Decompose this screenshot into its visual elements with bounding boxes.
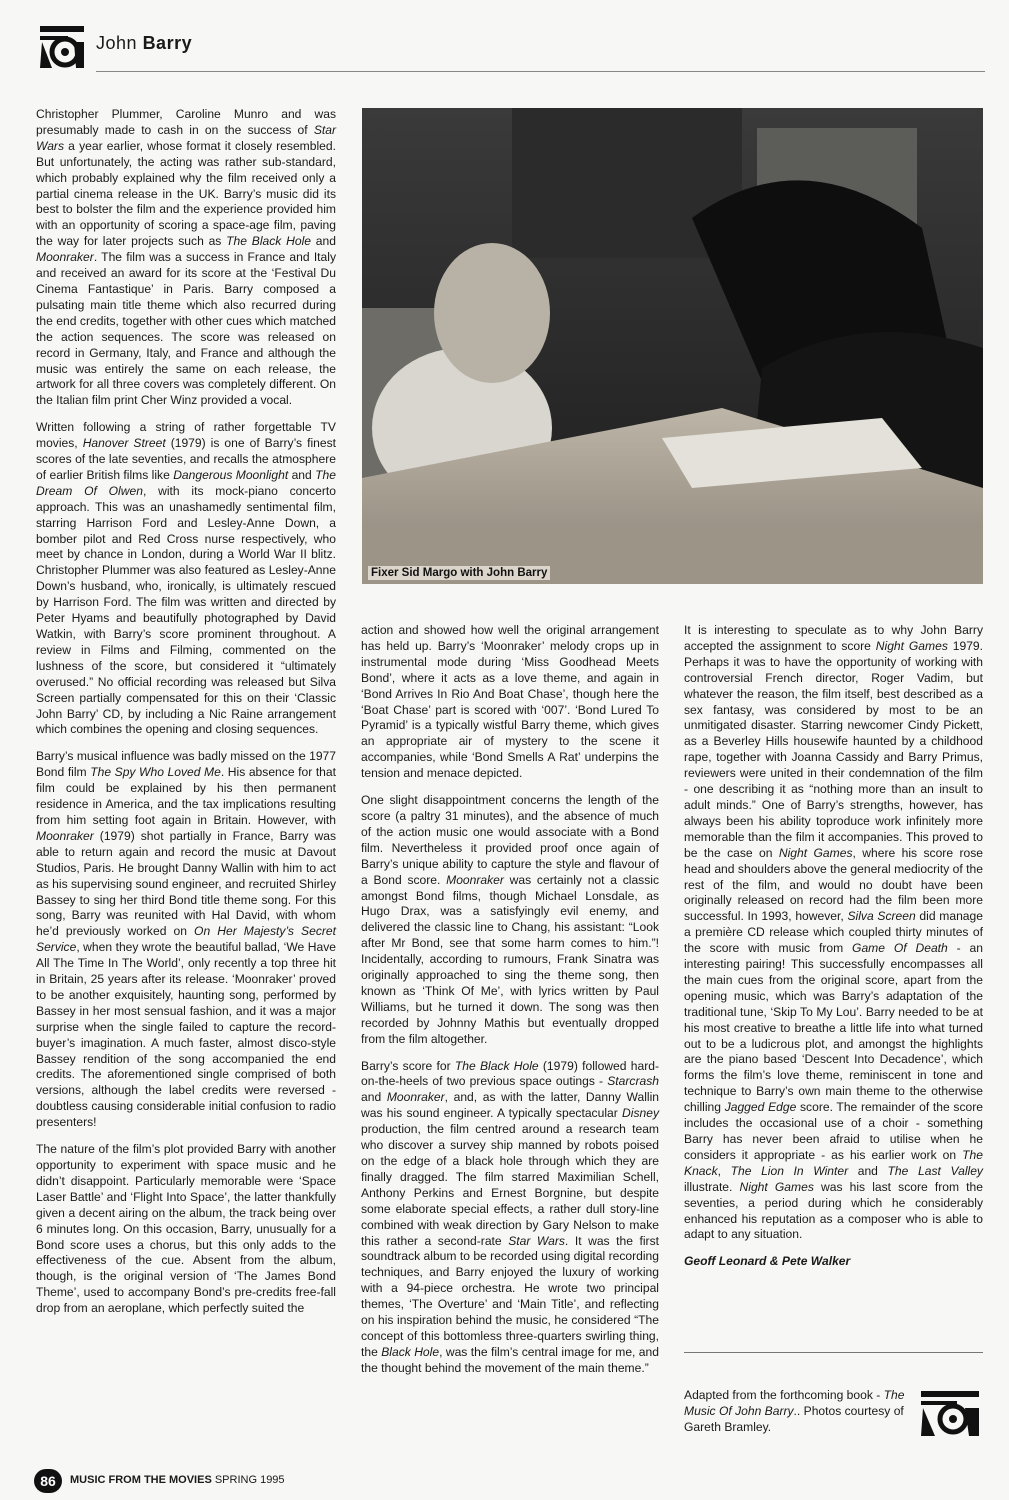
magazine-title: MUSIC FROM THE MOVIES [70, 1474, 212, 1486]
issue-label: SPRING 1995 [214, 1474, 285, 1486]
logo-icon [917, 1388, 983, 1438]
studio-photo [362, 108, 983, 584]
header-first-name: John [96, 33, 138, 53]
header-rule [96, 71, 985, 72]
header-last-name: Barry [142, 33, 193, 53]
article-column-2 [361, 623, 659, 1388]
paragraph: Christopher Plummer, Caroline Munro and was presumably made to cash in on the success of Star Wars a year earlier, whose format it closely resembled. But unfortunately, the acting was rather sub-standard, which probably explained why the film received only a partial cinema release in the UK. Barry’s music did its best to bolster the film and the experience provided him with an opportunity of scoring a space-age film, paving the way for later projects such as The Black Hole and Moonraker. The film was a success in France and Italy and received an award for its score at the ‘Festival Du Cinema Fantastique’ in Paris. Barry composed a pulsating main title theme which also recurred during the end credits, together with other cues which matched the action sequences. The score was released on record in Germany, Italy, and France and although the music was entirely the same on each release, the artwork for all three covers was completely different. On the Italian film print Cher Winz provided a vocal. [36, 107, 336, 408]
paragraph: action and showed how well the original arrangement has held up. Barry’s ‘Moonraker’ melody crops up in instrumental mode during ‘Miss Goodhead Meets Bond’, where it acts as a love theme, and again in ‘Bond Arrives In Rio And Boat Chase’, though here the ‘Boat Chase’ part is scored with ‘007’. ‘Bond Lured To Pyramid’ is a typically wistful Barry theme, which gives an appropriate air of mystery to the scene it accompanies, while ‘Bond Smells A Rat’ underpins the tension and menace depicted. [361, 623, 659, 781]
paragraph: Written following a string of rather forgettable TV movies, Hanover Street (1979) is one of Barry’s finest scores of the late seventies, and recalls the atmosphere of earlier British films like Dangerous Moonlight and The Dream Of Olwen, with its mock-piano concerto approach. This was an unashamedly sentimental film, starring Harrison Ford and Lesley-Anne Down, a bomber pilot and Red Cross nurse respectively, who meet by chance in London, during a World War II blitz. Christopher Plummer was also featured as Lesley-Anne Down’s husband, who, ironically, is ultimately rescued by Harrison Ford. The film was written and directed by Peter Hyams and beautifully photographed by David Watkin, with Barry’s score prominent throughout. A review in Films and Filming, commented on the lushness of the score, but considered it “ultimately overused.” No official recording was released but Silva Screen partially compensated for this on their ‘Classic John Barry’ CD, by including a Nic Raine arrangement which combines the opening and closing sequences. [36, 420, 337, 737]
footer-publication [70, 1474, 285, 1486]
paragraph: The nature of the film’s plot provided Barry with another opportunity to experiment with space music and he didn’t disappoint. Particularly memorable were ‘Space Laser Battle’ and ‘Flight Into Space’, the latter thankfully given a decent airing on the album, the track being over 6 minutes long. On this occasion, Barry, unusually for a Bond score uses a chorus, but this only adds to the effectiveness of the cue. Absent from the album, though, is the original version of ‘The James Bond Theme’, used to accompany Bond’s pre-credits free-fall drop from an aeroplane, which perfectly suited the [36, 1142, 336, 1316]
author-credits: Geoff Leonard & Pete Walker [684, 1254, 851, 1269]
paragraph: Barry’s musical influence was badly missed on the 1977 Bond film The Spy Who Loved Me. His absence for that film could be explained by his then permanent residence in America, and the tax implications resulting from him setting foot again in Britain. However, with Moonraker (1979) shot partially in France, Barry was able to return again and record the music at Davout Studios, Paris. He brought Danny Wallin with him to act as his supervising sound engineer, and recruited Shirley Bassey to sing her third Bond title theme song. For this song, Barry was reunited with Hal David, with whom he’d previously worked on On Her Majesty’s Secret Service, when they wrote the beautiful ballad, ‘We Have All The Time In The World’, only recently a top three hit in Britain, 25 years after its release. ‘Moonraker’ proved to be another exquisitely, haunting song, performed by Bassey in her most sensual fashion, and it was a major surprise when the single failed to capture the record-buyer’s imagination. A much faster, almost disco-style Bassey rendition of the song accompanied the end credits. The aforementioned single comprised of both versions, although the label credits were reversed - doubtless causing considerable initial confusion to radio presenters! [36, 749, 336, 1130]
page-header [96, 33, 192, 54]
article-column-1 [36, 107, 336, 1328]
article-column-3 [684, 623, 983, 1281]
paragraph: It is interesting to speculate as to why John Barry accepted the assignment to score Night Games 1979. Perhaps it was to have the opportunity of working with controversial French director, Roger Vadim, but whatever the reason, the film itself, best described as a sex fantasy, was considered by most to be an unmitigated disaster. Starring newcomer Cindy Pickett, as a Beverley Hills housewife haunted by a childhood rape, together with Joanna Cassidy and Barry Primus, reviewers were united in their condemnation of the film - one describing it as “nothing more than an insult to adult minds.” One of Barry’s strengths, however, has always been his ability toproduce work infinitely more memorable than the film it accompanies. This proved to be the case on Night Games, where his score rose head and shoulders above the general mediocrity of the rest of the film, and would no doubt have been originally released on record had the film been more successful. In 1993, however, Silva Screen did manage a première CD release which coupled thirty minutes of the score with music from Game Of Death - an interesting pairing! This successfully encompasses all the main cues from the original score, apart from the opening music, which was Barry’s adaptation of the traditional tune, ‘Skip To My Lou’. Barry needed to be at his most creative to breathe a little life into what turned out to be a ludicrous plot, and amongst the highlights are the piano based ‘Descent Into Decadence’, which forms the film’s love theme, reminiscent in tone and technique to Barry’s own main theme to the otherwise chilling Jagged Edge score. The remainder of the score includes the occasional use of a choir - something Barry has never been afraid to utilise when he considers it appropriate - as his earlier work on The Knack, The Lion In Winter and The Last Valley illustrate. Night Games was his last score from the seventies, a period during which he considerably enhanced his reputation as a composer who is able to adapt to any situation. [684, 623, 984, 1242]
photo-caption: Fixer Sid Margo with John Barry [368, 566, 550, 580]
page-number: 86 [34, 1469, 62, 1493]
credits-rule [684, 1352, 983, 1353]
paragraph: One slight disappointment concerns the length of the score (a paltry 31 minutes), and the absence of much of the action music one would associate with a Bond film. Nevertheless it provided proof once again of Barry’s unique ability to capture the style and flavour of a Bond score. Moonraker was certainly not a classic amongst Bond films, though Michael Lonsdale, as Hugo Drax, was a satisfyingly evil enemy, and delivered the classic line to Chang, his assistant: “Look after Mr Bond, see that some harm comes to him.”! Incidentally, according to rumours, Frank Sinatra was originally approached to sing the theme song, then known as ‘Think Of Me’, with lyrics written by Paul Williams, but he turned it down. The song was then recorded by Johnny Mathis but eventually dropped from the film altogether. [361, 793, 659, 1046]
logo-icon [38, 22, 86, 70]
adapted-note: Adapted from the forthcoming book - The Music Of John Barry.. Photos courtesy of Gareth Bramley. [684, 1388, 905, 1434]
paragraph: Barry’s score for The Black Hole (1979) followed hard-on-the-heels of two previous space outings - Starcrash and Moonraker, and, as with the latter, Danny Wallin was his sound engineer. A typically spectacular Disney production, the film centred around a research team who discover a survey ship manned by robots poised on the edge of a black hole through which they are finally dragged. The film starred Maximilian Schell, Anthony Perkins and Ernest Borgnine, but despite some elaborate special effects, a rather dull story-line combined with weak direction by Gary Nelson to make this rather a second-rate Star Wars. It was the first soundtrack album to be recorded using digital recording techniques, and Barry enjoyed the luxury of working with a 94-piece orchestra. He wrote two principal themes, ‘The Overture’ and ‘Main Title’, and reflecting on his inspiration behind the music, he considered “The concept of this bottomless three-quarters swirling thing, the Black Hole, was the film’s central image for me, and the thought behind the movement of the main theme.” [361, 1058, 659, 1375]
